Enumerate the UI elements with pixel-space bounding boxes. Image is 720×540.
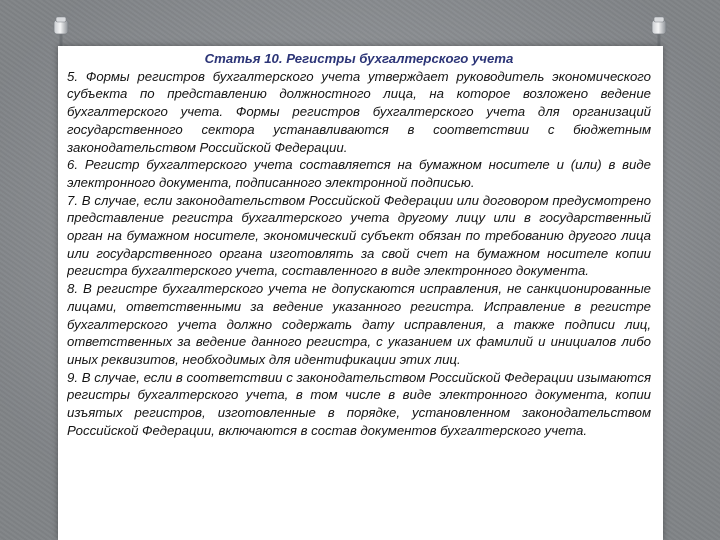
paragraph-8: 8. В регистре бухгалтерского учета не допускаются исправления, не санкционированные лицами, ответственными за ведение указанного регистра. Исправление в регистре бухгалтерского учета должно содержать дату исправления, а также подписи лиц, ответственных за ведение данного регистра, с указанием их фамилий и инициалов либо иных реквизитов, необходимых для идентификации этих лиц. bbox=[67, 281, 651, 367]
paragraph-5: 5. Формы регистров бухгалтерского учета утверждает руководитель экономического субъекта по представлению должностного лица, на которое возложено ведение бухгалтерского учета. Формы регистров бухгалтерского учета для организаций государственного сектора устанавливаются в соответствии с бюджетным законодательством Российской Федерации. bbox=[67, 68, 651, 155]
article-body bbox=[67, 50, 651, 540]
paragraph-9: 9. В случае, если в соответствии с законодательством Российской Федерации изымаются регистры бухгалтерского учета, в том числе в виде электронного документа, копии изъятых регистров, изготовленные в порядке, установленном законодательством Российской Федерации, включаются в состав документов бухгалтерского учета. bbox=[67, 369, 651, 438]
paragraph-6: 6. Регистр бухгалтерского учета составляется на бумажном носителе и (или) в виде электронного документа, подписанного электронной подписью. bbox=[67, 157, 651, 190]
article-title: Статья 10. Регистры бухгалтерского учета bbox=[204, 51, 514, 66]
paragraph-7: 7. В случае, если законодательством Российской Федерации или договором предусмотрено представление регистра бухгалтерского учета другому лицу или в государственный орган на бумажном носителе, экономический субъект обязан по требованию другого лица или государственного органа изготовлять за свой счет на бумажном носителе копии регистра бухгалтерского учета, составленного в виде электронного документа. bbox=[67, 192, 651, 279]
